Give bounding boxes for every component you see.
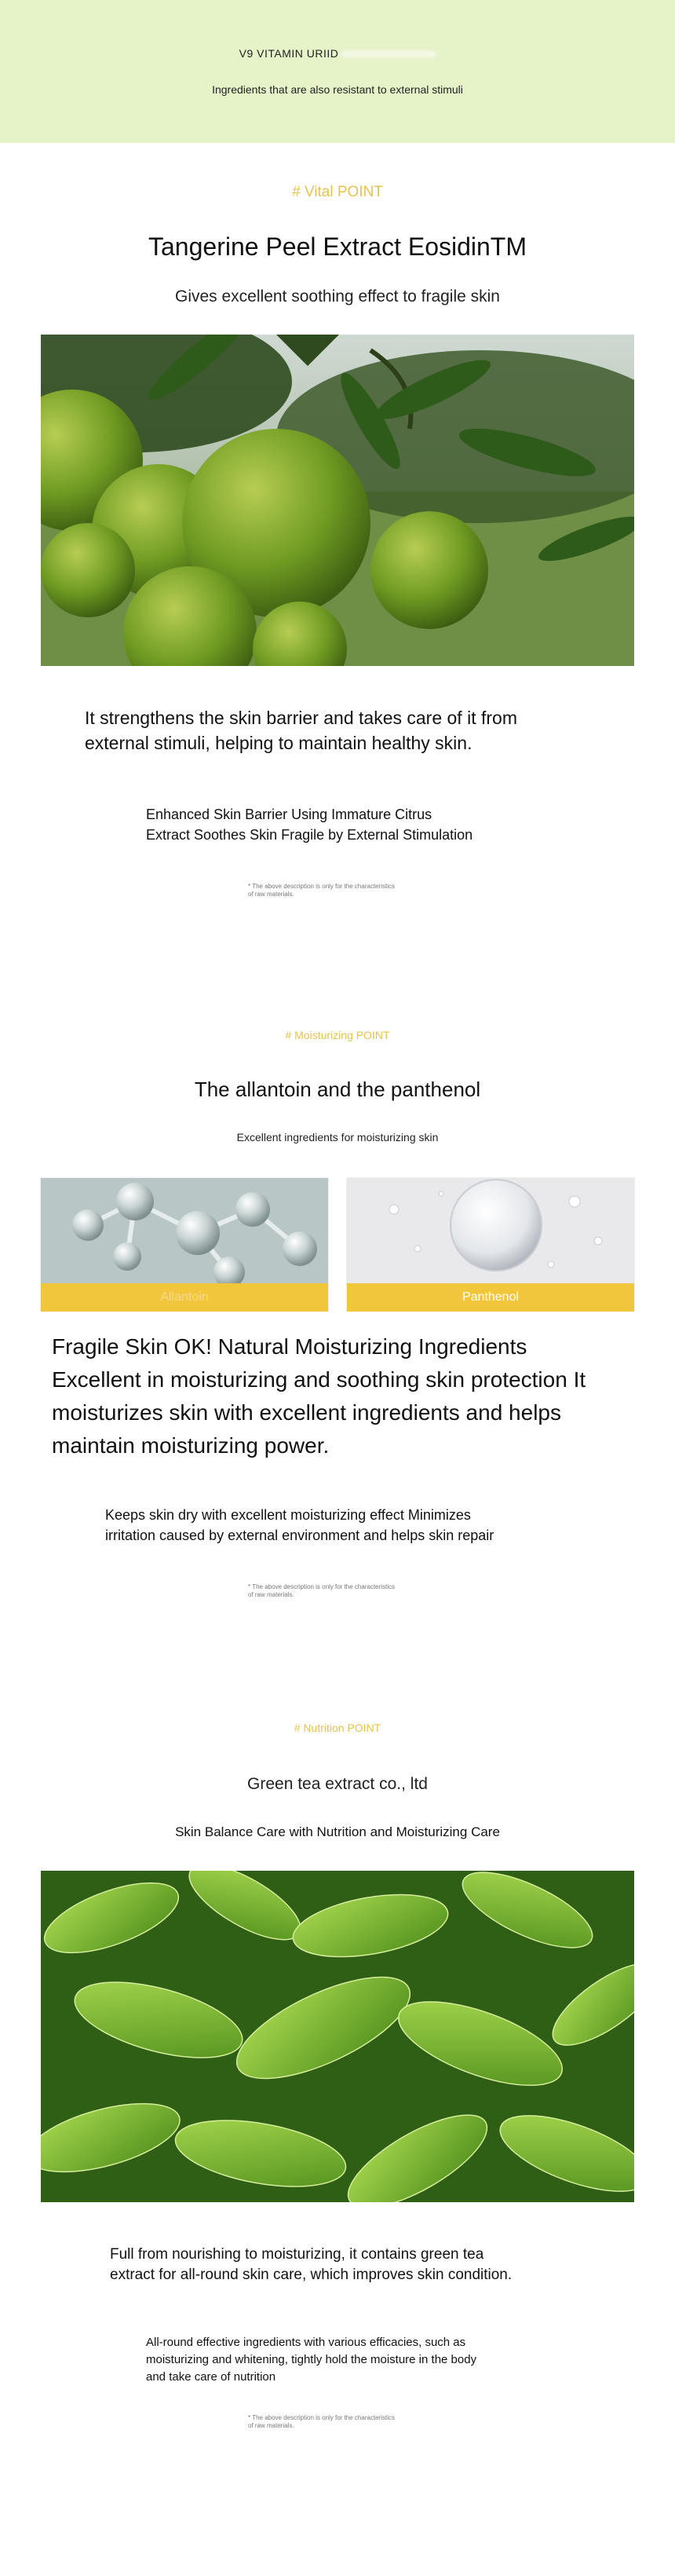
vital-desc-line: Enhanced Skin Barrier Using Immature Citrus <box>146 807 432 822</box>
moisturizing-note-line: * The above description is only for the characteristics <box>248 1583 396 1590</box>
vital-tag: # Vital POINT <box>292 184 383 200</box>
moisturizing-desc-line: irritation caused by external environment and helps skin repair <box>105 1528 494 1543</box>
moisturizing-note-line: of raw materials. <box>248 1591 294 1598</box>
nutrition-tag: # Nutrition POINT <box>294 1722 381 1734</box>
nutrition-description <box>146 2334 586 2386</box>
brand-text: V9 VITAMIN URIID <box>239 47 339 60</box>
nutrition-desc-line: and take care of nutrition <box>146 2370 276 2384</box>
tangerine-photo <box>41 335 634 666</box>
vital-title: Tangerine Peel Extract EosidinTM <box>148 232 527 261</box>
ingredient-card-panthenol <box>347 1178 634 1312</box>
vital-body <box>85 705 634 756</box>
moisturizing-body-line: Fragile Skin OK! Natural Moisturizing Ingredients <box>52 1334 527 1359</box>
vital-subtitle: Gives excellent soothing effect to fragile skin <box>174 287 500 306</box>
vital-body-line: It strengthens the skin barrier and takes care of it from <box>85 708 517 728</box>
moisturizing-desc-line: Keeps skin dry with excellent moisturizing effect Minimizes <box>105 1507 471 1523</box>
moisturizing-tag: # Moisturizing POINT <box>285 1029 390 1041</box>
water-drop-icon <box>347 1178 634 1283</box>
nutrition-note <box>248 2414 483 2430</box>
molecule-icon <box>41 1178 328 1283</box>
brand-name <box>0 47 675 60</box>
vital-desc-line: Extract Soothes Skin Fragile by External Stimulation <box>146 827 473 843</box>
nutrition-body <box>110 2245 612 2285</box>
moisturizing-description <box>105 1505 608 1546</box>
moisturizing-body <box>52 1330 633 1462</box>
nutrition-note-line: * The above description is only for the characteristics <box>248 2414 396 2421</box>
nutrition-body-line: Full from nourishing to moisturizing, it contains green tea <box>110 2246 484 2263</box>
tangerine-icon <box>41 335 634 666</box>
nutrition-note-line: of raw materials. <box>248 2422 294 2429</box>
card-label: Allantoin <box>41 1283 328 1312</box>
green-tea-leaves-icon <box>41 1871 634 2202</box>
moisturizing-body-line: moisturizes skin with excellent ingredients and helps <box>52 1400 561 1425</box>
header-subtitle: Ingredients that are also resistant to external stimuli <box>212 83 463 96</box>
nutrition-body-line: extract for all-round skin care, which improves skin condition. <box>110 2267 513 2283</box>
vital-note <box>248 883 483 898</box>
water-drop-photo <box>347 1178 634 1283</box>
green-tea-leaves-photo <box>41 1871 634 2202</box>
ingredient-card-allantoin <box>41 1178 328 1312</box>
moisturizing-note <box>248 1583 483 1599</box>
vital-note-line: of raw materials. <box>248 891 294 898</box>
vital-body-line: external stimuli, helping to maintain healthy skin. <box>85 733 472 753</box>
molecule-photo <box>41 1178 328 1283</box>
nutrition-desc-line: All-round effective ingredients with various efficacies, such as <box>146 2336 466 2349</box>
card-label: Panthenol <box>347 1283 634 1312</box>
nutrition-desc-line: moisturizing and whitening, tightly hold the moisture in the body <box>146 2353 477 2366</box>
moisturizing-body-line: maintain moisturizing power. <box>52 1433 330 1458</box>
moisturizing-subtitle: Excellent ingredients for moisturizing skin <box>236 1131 439 1143</box>
nutrition-title: Green tea extract co., ltd <box>247 1775 428 1793</box>
nutrition-subtitle: Skin Balance Care with Nutrition and Moisturizing Care <box>175 1824 500 1839</box>
vital-note-line: * The above description is only for the characteristics <box>248 883 396 890</box>
vital-description <box>146 804 586 845</box>
moisturizing-title: The allantoin and the panthenol <box>194 1078 481 1101</box>
moisturizing-body-line: Excellent in moisturizing and soothing skin protection It <box>52 1367 586 1392</box>
header-banner <box>0 0 675 143</box>
brand-blurred-mark <box>341 50 436 58</box>
